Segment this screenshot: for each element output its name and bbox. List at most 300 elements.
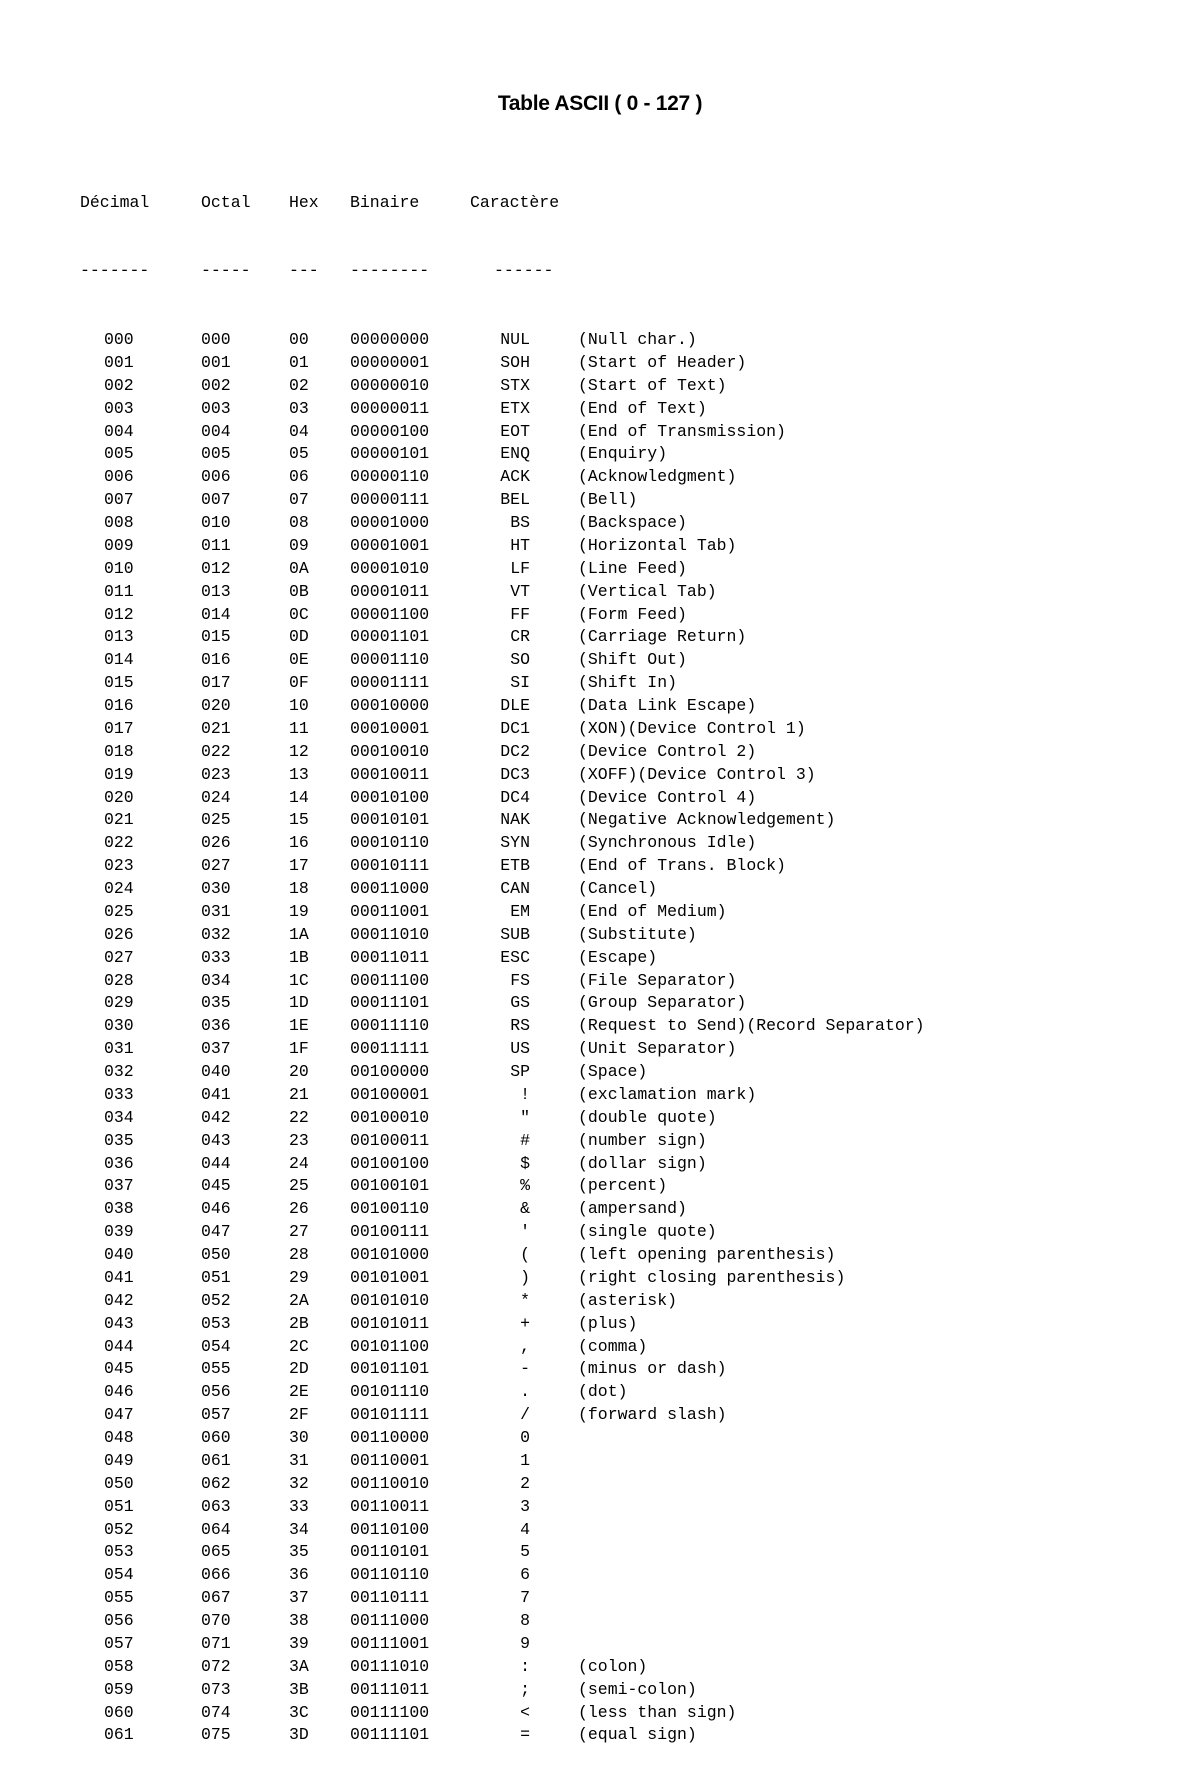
table-row (80, 443, 990, 466)
cell-binary: 00110010 (350, 1473, 430, 1493)
cell-decimal: 057 (104, 1633, 134, 1653)
cell-decimal: 035 (104, 1130, 134, 1150)
cell-octal: 005 (201, 444, 231, 464)
cell-description: (Start of Header) (578, 352, 747, 372)
cell-hex: 0B (289, 581, 309, 601)
cell-decimal: 048 (104, 1428, 134, 1447)
table-row (80, 924, 990, 947)
cell-octal: 043 (201, 1130, 231, 1150)
cell-binary: 00001010 (350, 558, 430, 578)
cell-binary: 00001110 (350, 650, 430, 670)
table-row (80, 1313, 990, 1336)
cell-description (550, 1633, 990, 1656)
cell-description: (Line Feed) (578, 558, 687, 578)
cell-hex: 20 (289, 1062, 309, 1081)
cell-decimal: 021 (104, 810, 134, 830)
cell-binary: 00110100 (350, 1519, 430, 1539)
cell-hex: 19 (289, 901, 309, 921)
table-row (80, 1015, 990, 1038)
cell-octal: 034 (201, 970, 231, 990)
cell-hex: 0C (289, 604, 309, 624)
cell-description: (XON)(Device Control 1) (578, 718, 806, 738)
cell-hex: 32 (289, 1473, 309, 1493)
cell-description: (Data Link Escape) (578, 696, 757, 715)
cell-decimal: 030 (104, 1016, 134, 1036)
cell-decimal: 026 (104, 924, 134, 944)
table-row (80, 1153, 990, 1176)
cell-hex: 0E (289, 650, 309, 670)
cell-binary: 00100110 (350, 1199, 430, 1219)
cell-hex: 00 (289, 330, 309, 349)
cell-hex: 14 (289, 787, 309, 807)
cell-decimal: 027 (104, 947, 134, 967)
table-row (80, 1244, 990, 1267)
cell-decimal: 061 (104, 1725, 134, 1745)
cell-octal: 035 (201, 993, 231, 1013)
cell-octal: 033 (201, 947, 231, 967)
cell-hex: 12 (289, 741, 309, 761)
separator-hex: --- (289, 261, 319, 281)
cell-hex: 3C (289, 1702, 309, 1722)
cell-octal: 067 (201, 1588, 231, 1608)
table-row (80, 1473, 990, 1496)
cell-character: ) (520, 1267, 530, 1287)
cell-description (550, 1610, 990, 1633)
cell-octal: 037 (201, 1039, 231, 1059)
table-row (80, 1633, 990, 1656)
table-row (80, 764, 990, 787)
cell-description: (Enquiry) (578, 444, 668, 464)
cell-hex: 09 (289, 535, 309, 555)
cell-octal: 036 (201, 1016, 231, 1036)
table-row (80, 1564, 990, 1587)
cell-hex: 2F (289, 1405, 309, 1425)
cell-character: 1 (520, 1450, 530, 1470)
cell-description: (Group Separator) (578, 993, 747, 1013)
table-row (80, 832, 990, 855)
cell-binary: 00000101 (350, 444, 430, 464)
cell-hex: 36 (289, 1565, 309, 1585)
table-header-row (80, 192, 990, 215)
cell-octal: 007 (201, 490, 231, 510)
table-row (80, 695, 990, 718)
cell-description: (End of Text) (578, 398, 707, 418)
cell-description: (Request to Send)(Record Separator) (578, 1016, 925, 1036)
cell-octal: 063 (201, 1496, 231, 1516)
cell-description: (plus) (578, 1313, 638, 1333)
cell-hex: 13 (289, 764, 309, 784)
cell-decimal: 051 (104, 1496, 134, 1516)
cell-character: BEL (500, 490, 530, 510)
cell-binary: 00110000 (350, 1428, 430, 1447)
cell-binary: 00001111 (350, 673, 430, 693)
cell-hex: 04 (289, 421, 309, 441)
table-row (80, 1358, 990, 1381)
cell-character: 3 (520, 1496, 530, 1516)
cell-decimal: 053 (104, 1542, 134, 1562)
cell-description: (Device Control 4) (578, 787, 757, 807)
cell-binary: 00001101 (350, 627, 430, 647)
cell-character: RS (510, 1016, 530, 1036)
cell-binary: 00101010 (350, 1290, 430, 1310)
cell-hex: 1B (289, 947, 309, 967)
table-row (80, 535, 990, 558)
cell-hex: 06 (289, 467, 309, 487)
cell-binary: 00000110 (350, 467, 430, 487)
table-row (80, 581, 990, 604)
cell-hex: 05 (289, 444, 309, 464)
cell-binary: 00010011 (350, 764, 430, 784)
cell-character: 6 (520, 1565, 530, 1585)
cell-hex: 11 (289, 718, 309, 738)
table-row (80, 901, 990, 924)
cell-decimal: 046 (104, 1382, 134, 1402)
cell-binary: 00001001 (350, 535, 430, 555)
cell-binary: 00000010 (350, 375, 430, 395)
cell-description: (Acknowledgment) (578, 467, 737, 487)
cell-description: (dot) (578, 1382, 628, 1402)
cell-binary: 00011110 (350, 1016, 430, 1036)
table-row (80, 1724, 990, 1747)
cell-description: (percent) (578, 1176, 668, 1196)
table-row (80, 1336, 990, 1359)
cell-binary: 00101011 (350, 1313, 430, 1333)
cell-description (550, 1541, 990, 1564)
cell-character: CAN (500, 879, 530, 898)
cell-decimal: 005 (104, 444, 134, 464)
cell-decimal: 050 (104, 1473, 134, 1493)
cell-decimal: 040 (104, 1245, 134, 1264)
cell-description: (End of Trans. Block) (578, 856, 786, 876)
cell-description: (Vertical Tab) (578, 581, 717, 601)
table-row (80, 375, 990, 398)
cell-decimal: 007 (104, 490, 134, 510)
table-row (80, 1656, 990, 1679)
cell-decimal: 015 (104, 673, 134, 693)
cell-hex: 3A (289, 1656, 309, 1676)
cell-decimal: 054 (104, 1565, 134, 1585)
cell-decimal: 034 (104, 1107, 134, 1127)
table-row (80, 1061, 990, 1084)
cell-binary: 00111001 (350, 1633, 430, 1653)
cell-binary: 00011000 (350, 879, 430, 898)
cell-octal: 030 (201, 879, 231, 898)
cell-decimal: 009 (104, 535, 134, 555)
cell-hex: 26 (289, 1199, 309, 1219)
cell-character: STX (500, 375, 530, 395)
cell-hex: 29 (289, 1267, 309, 1287)
cell-decimal: 052 (104, 1519, 134, 1539)
cell-hex: 23 (289, 1130, 309, 1150)
cell-description: (Escape) (578, 947, 658, 967)
cell-decimal: 033 (104, 1084, 134, 1104)
cell-description: (Shift Out) (578, 650, 687, 670)
cell-hex: 33 (289, 1496, 309, 1516)
cell-octal: 046 (201, 1199, 231, 1219)
cell-binary: 00011001 (350, 901, 430, 921)
table-row (80, 970, 990, 993)
table-row (80, 855, 990, 878)
cell-decimal: 049 (104, 1450, 134, 1470)
cell-binary: 00001100 (350, 604, 430, 624)
cell-octal: 023 (201, 764, 231, 784)
table-row (80, 1038, 990, 1061)
cell-binary: 00010100 (350, 787, 430, 807)
cell-decimal: 028 (104, 970, 134, 990)
cell-octal: 044 (201, 1153, 231, 1173)
header-hex: Hex (289, 192, 319, 212)
cell-description: (double quote) (578, 1107, 717, 1127)
separator-octal: ----- (201, 261, 251, 281)
cell-octal: 073 (201, 1679, 231, 1699)
cell-character: SOH (500, 352, 530, 372)
cell-hex: 1D (289, 993, 309, 1013)
cell-decimal: 024 (104, 879, 134, 898)
table-row (80, 1610, 990, 1633)
cell-description: (Synchronous Idle) (578, 833, 757, 853)
cell-decimal: 013 (104, 627, 134, 647)
cell-description: (Form Feed) (578, 604, 687, 624)
cell-decimal: 001 (104, 352, 134, 372)
cell-octal: 042 (201, 1107, 231, 1127)
cell-decimal: 043 (104, 1313, 134, 1333)
cell-character: DC3 (500, 764, 530, 784)
cell-decimal: 006 (104, 467, 134, 487)
table-row (80, 649, 990, 672)
cell-octal: 070 (201, 1611, 231, 1630)
cell-decimal: 025 (104, 901, 134, 921)
cell-decimal: 060 (104, 1702, 134, 1722)
cell-decimal: 038 (104, 1199, 134, 1219)
cell-hex: 0F (289, 673, 309, 693)
cell-character: 9 (520, 1633, 530, 1653)
cell-hex: 30 (289, 1428, 309, 1447)
cell-decimal: 022 (104, 833, 134, 853)
cell-hex: 17 (289, 856, 309, 876)
cell-binary: 00100001 (350, 1084, 430, 1104)
cell-hex: 24 (289, 1153, 309, 1173)
cell-octal: 050 (201, 1245, 231, 1264)
table-row (80, 947, 990, 970)
table-row (80, 512, 990, 535)
cell-character: FS (510, 970, 530, 990)
cell-octal: 064 (201, 1519, 231, 1539)
cell-octal: 022 (201, 741, 231, 761)
table-row (80, 1404, 990, 1427)
cell-hex: 31 (289, 1450, 309, 1470)
cell-character: CR (510, 627, 530, 647)
cell-binary: 00010010 (350, 741, 430, 761)
cell-binary: 00101000 (350, 1245, 430, 1264)
table-row (80, 1198, 990, 1221)
cell-binary: 00111010 (350, 1656, 430, 1676)
cell-description: (left opening parenthesis) (578, 1245, 836, 1264)
cell-character: < (520, 1702, 530, 1722)
cell-character: - (520, 1359, 530, 1379)
cell-character: ETB (500, 856, 530, 876)
cell-octal: 012 (201, 558, 231, 578)
cell-octal: 065 (201, 1542, 231, 1562)
cell-binary: 00000111 (350, 490, 430, 510)
cell-character: ( (520, 1245, 530, 1264)
cell-binary: 00101111 (350, 1405, 430, 1425)
cell-octal: 027 (201, 856, 231, 876)
cell-hex: 2D (289, 1359, 309, 1379)
cell-character: + (520, 1313, 530, 1333)
cell-character: 7 (520, 1588, 530, 1608)
table-row (80, 1496, 990, 1519)
cell-character: DC4 (500, 787, 530, 807)
table-row (80, 1267, 990, 1290)
cell-binary: 00000001 (350, 352, 430, 372)
cell-character: ; (520, 1679, 530, 1699)
cell-octal: 075 (201, 1725, 231, 1745)
cell-octal: 057 (201, 1405, 231, 1425)
cell-character: 4 (520, 1519, 530, 1539)
cell-decimal: 039 (104, 1222, 134, 1242)
cell-binary: 00011111 (350, 1039, 430, 1059)
cell-character: GS (510, 993, 530, 1013)
cell-decimal: 020 (104, 787, 134, 807)
cell-character: 5 (520, 1542, 530, 1562)
cell-character: ! (520, 1084, 530, 1104)
table-row (80, 1084, 990, 1107)
cell-hex: 1F (289, 1039, 309, 1059)
cell-character: = (520, 1725, 530, 1745)
cell-description: (equal sign) (578, 1725, 697, 1745)
cell-hex: 15 (289, 810, 309, 830)
cell-character: SO (510, 650, 530, 670)
cell-description (550, 1496, 990, 1519)
cell-octal: 001 (201, 352, 231, 372)
cell-character: DC2 (500, 741, 530, 761)
cell-description: (minus or dash) (578, 1359, 727, 1379)
cell-octal: 045 (201, 1176, 231, 1196)
cell-binary: 00010001 (350, 718, 430, 738)
cell-decimal: 032 (104, 1062, 134, 1081)
cell-description: (comma) (578, 1336, 648, 1356)
cell-decimal: 045 (104, 1359, 134, 1379)
cell-hex: 10 (289, 696, 309, 715)
cell-description: (single quote) (578, 1222, 717, 1242)
table-row (80, 672, 990, 695)
cell-octal: 002 (201, 375, 231, 395)
cell-description: (exclamation mark) (578, 1084, 757, 1104)
cell-octal: 060 (201, 1428, 231, 1447)
cell-hex: 1E (289, 1016, 309, 1036)
cell-binary: 00111101 (350, 1725, 430, 1745)
cell-hex: 21 (289, 1084, 309, 1104)
cell-binary: 00011010 (350, 924, 430, 944)
cell-decimal: 031 (104, 1039, 134, 1059)
cell-binary: 00100101 (350, 1176, 430, 1196)
table-row (80, 1175, 990, 1198)
table-row (80, 992, 990, 1015)
cell-hex: 0A (289, 558, 309, 578)
cell-character: DLE (500, 696, 530, 715)
cell-character: HT (510, 535, 530, 555)
cell-binary: 00010110 (350, 833, 430, 853)
table-row (80, 1519, 990, 1542)
cell-octal: 024 (201, 787, 231, 807)
table-row (80, 1679, 990, 1702)
cell-character: LF (510, 558, 530, 578)
cell-binary: 00101100 (350, 1336, 430, 1356)
cell-octal: 031 (201, 901, 231, 921)
cell-octal: 014 (201, 604, 231, 624)
cell-decimal: 041 (104, 1267, 134, 1287)
cell-character: 8 (520, 1611, 530, 1630)
cell-decimal: 036 (104, 1153, 134, 1173)
table-row (80, 398, 990, 421)
table-row (80, 1130, 990, 1153)
cell-description: (dollar sign) (578, 1153, 707, 1173)
cell-hex: 25 (289, 1176, 309, 1196)
cell-character: EM (510, 901, 530, 921)
cell-character: ' (520, 1222, 530, 1242)
cell-octal: 062 (201, 1473, 231, 1493)
cell-hex: 2C (289, 1336, 309, 1356)
cell-octal: 053 (201, 1313, 231, 1333)
cell-decimal: 047 (104, 1405, 134, 1425)
cell-description: (XOFF)(Device Control 3) (578, 764, 816, 784)
ascii-table (80, 146, 990, 1770)
cell-character: NUL (500, 330, 530, 349)
cell-character: SUB (500, 924, 530, 944)
cell-character: ENQ (500, 444, 530, 464)
cell-octal: 056 (201, 1382, 231, 1402)
cell-binary: 00110011 (350, 1496, 430, 1516)
cell-decimal: 008 (104, 513, 134, 532)
cell-decimal: 037 (104, 1176, 134, 1196)
table-row (80, 604, 990, 627)
cell-description (550, 1564, 990, 1587)
cell-hex: 2A (289, 1290, 309, 1310)
cell-binary: 00100010 (350, 1107, 430, 1127)
cell-binary: 00101110 (350, 1382, 430, 1402)
cell-binary: 00000100 (350, 421, 430, 441)
cell-octal: 047 (201, 1222, 231, 1242)
cell-octal: 021 (201, 718, 231, 738)
cell-decimal: 017 (104, 718, 134, 738)
cell-octal: 032 (201, 924, 231, 944)
cell-octal: 003 (201, 398, 231, 418)
table-row (80, 741, 990, 764)
cell-binary: 00111011 (350, 1679, 430, 1699)
cell-character: * (520, 1290, 530, 1310)
table-row (80, 1541, 990, 1564)
cell-binary: 00001000 (350, 513, 430, 532)
table-row (80, 1107, 990, 1130)
cell-octal: 026 (201, 833, 231, 853)
table-row (80, 352, 990, 375)
table-row (80, 1427, 990, 1450)
header-character: Caractère (470, 192, 560, 212)
cell-character: ACK (500, 467, 530, 487)
cell-description: (asterisk) (578, 1290, 678, 1310)
cell-hex: 22 (289, 1107, 309, 1127)
cell-character: NAK (500, 810, 530, 830)
cell-decimal: 003 (104, 398, 134, 418)
cell-character: # (520, 1130, 530, 1150)
cell-binary: 00100011 (350, 1130, 430, 1150)
table-row (80, 421, 990, 444)
cell-octal: 055 (201, 1359, 231, 1379)
cell-description (550, 1519, 990, 1542)
cell-description: (semi-colon) (578, 1679, 697, 1699)
cell-description: (less than sign) (578, 1702, 737, 1722)
cell-hex: 34 (289, 1519, 309, 1539)
